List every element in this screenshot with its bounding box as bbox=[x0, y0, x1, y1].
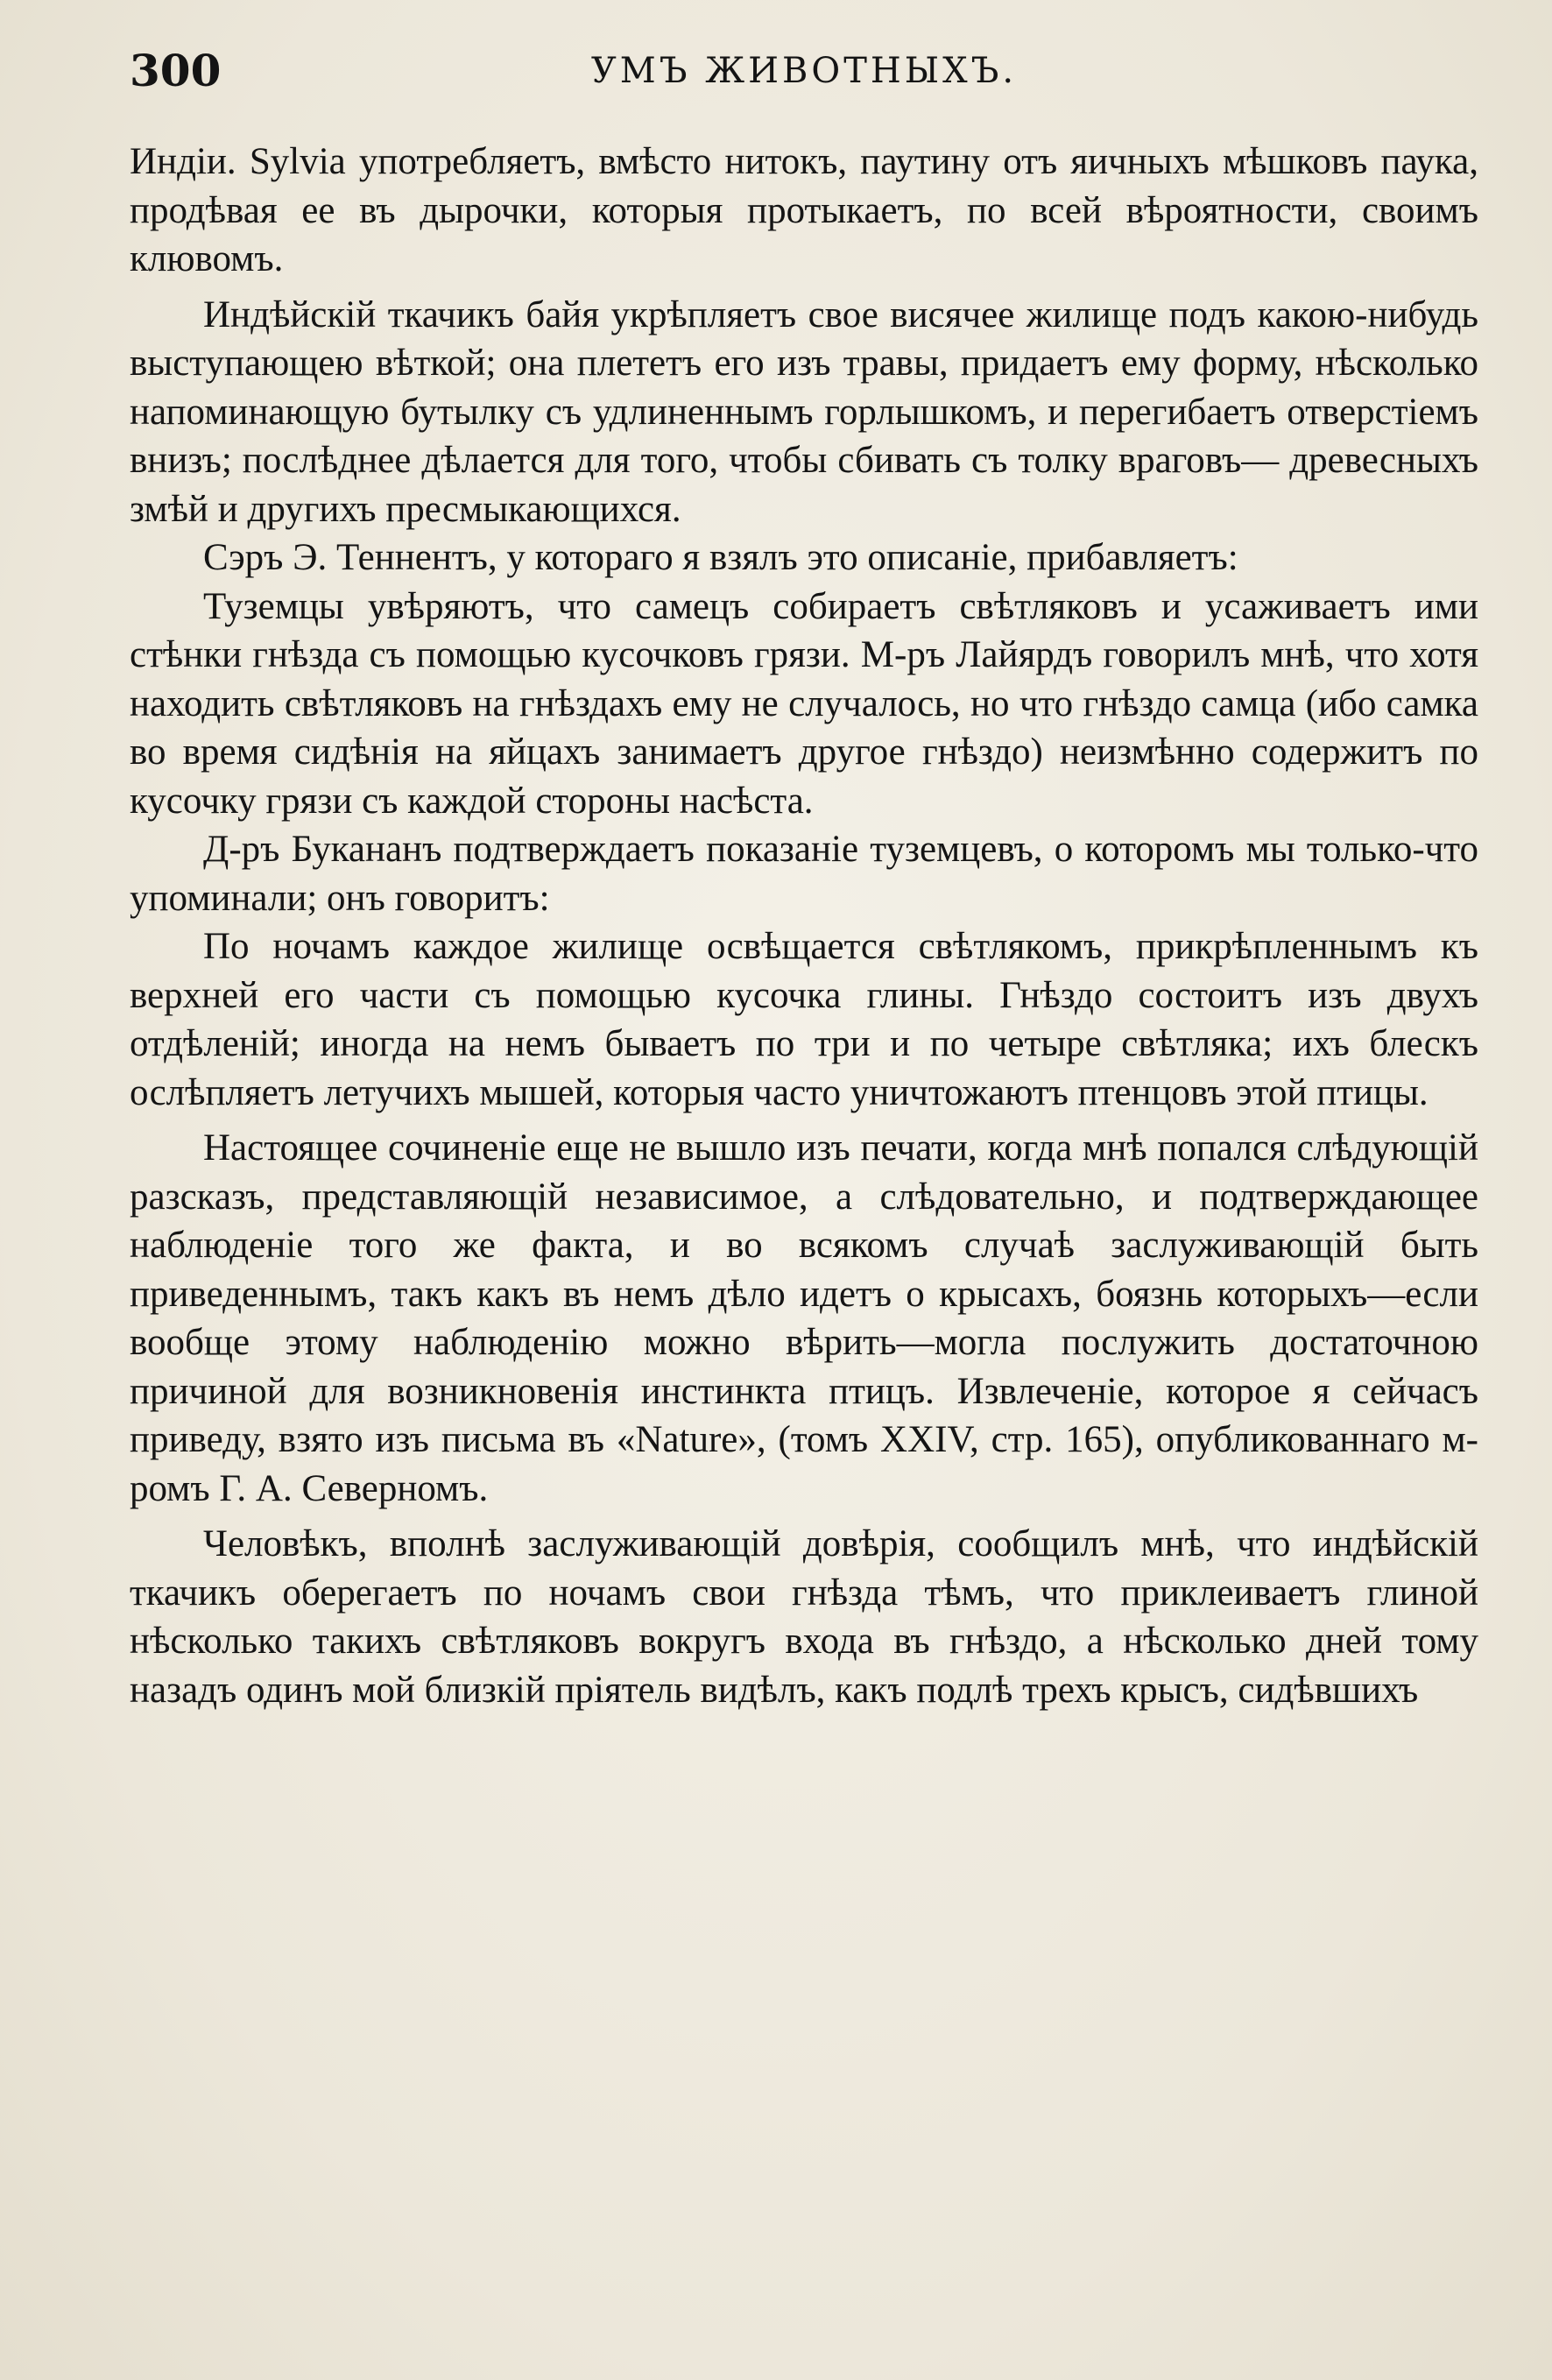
paragraph-tennent: Сэръ Э. Теннентъ, у котораго я взялъ это описаніе, прибавляетъ: bbox=[203, 537, 1238, 578]
paragraph-continuation: Индіи. Sylvia употребляетъ, вмѣсто нитокъ, паутину отъ яичныхъ мѣшковъ паука, продѣвая ее въ дырочки, которыя протыкаетъ, по всей вѣроятности, своимъ клювомъ. bbox=[130, 141, 1478, 279]
paragraph-weaver-nest: Индѣйскій ткачикъ байя укрѣпляетъ свое висячее жилище подъ какою-нибудь выступающею вѣткой; она плететъ его изъ травы, придаетъ ему форму, нѣсколько напоминающую бутылку съ удлиненнымъ горлышкомъ, и перегибаетъ отверстіемъ внизъ; послѣднее дѣлается для того, чтобы сбивать съ толку враговъ— древесныхъ змѣй и другихъ пресмыкающихся. bbox=[130, 293, 1478, 530]
running-title: УМЪ ЖИВОТНЫХЪ. bbox=[590, 51, 1018, 91]
paragraph-quote-witness: Человѣкъ, вполнѣ заслуживающій довѣрія, сообщилъ мнѣ, что индѣйскій ткачикъ оберегаетъ по ночамъ свои гнѣзда тѣмъ, что приклеиваетъ глиной нѣсколько такихъ свѣтляковъ вокругъ входа въ гнѣздо, а нѣсколько дней тому назадъ одинъ мой близкій пріятель видѣлъ, какъ подлѣ трехъ крысъ, сидѣвшихъ bbox=[130, 1523, 1478, 1711]
body-text bbox=[130, 138, 1478, 1714]
page-header bbox=[130, 40, 1478, 102]
paragraph-quote-night: По ночамъ каждое жилище освѣщается свѣтлякомъ, прикрѣпленнымъ къ верхней его части съ помощью кусочка глины. Гнѣздо состоитъ изъ двухъ отдѣленій; иногда на немъ бываетъ по три и по четыре свѣтляка; ихъ блескъ ослѣпляетъ летучихъ мышей, которыя часто уничтожаютъ птенцовъ этой птицы. bbox=[130, 926, 1478, 1113]
paragraph-nature-letter: Настоящее сочиненіе еще не вышло изъ печати, когда мнѣ попался слѣдующій разсказъ, представляющій независимое, а слѣдовательно, и подтверждающее наблюденіе того же факта, и во всякомъ случаѣ заслуживающій быть приведеннымъ, такъ какъ въ немъ дѣло идетъ о крысахъ, боязнь которыхъ—если вообще этому наблюденію можно вѣрить—могла послужить достаточною причиной для возникновенія инстинкта птицъ. Извлеченіе, которое я сейчасъ приведу, взято изъ письма въ «Nature», (томъ XXIV, стр. 165), опубликованнаго м-ромъ Г. А. Северномъ. bbox=[130, 1127, 1478, 1509]
paragraph-buchanan: Д-ръ Букананъ подтверждаетъ показаніе туземцевъ, о которомъ мы только-что упоминали; онъ говоритъ: bbox=[130, 829, 1478, 919]
paragraph-quote-natives: Туземцы увѣряютъ, что самецъ собираетъ свѣтляковъ и усаживаетъ ими стѣнки гнѣзда съ помощью кусочковъ грязи. М-ръ Лайярдъ говорилъ мнѣ, что хотя находить свѣтляковъ на гнѣздахъ ему не случалось, но что гнѣздо самца (ибо самка во время сидѣнія на яйцахъ занимаетъ другое гнѣздо) неизмѣнно содержитъ по кусочку грязи съ каждой стороны насѣста. bbox=[130, 585, 1478, 822]
page-number: 300 bbox=[130, 45, 222, 96]
